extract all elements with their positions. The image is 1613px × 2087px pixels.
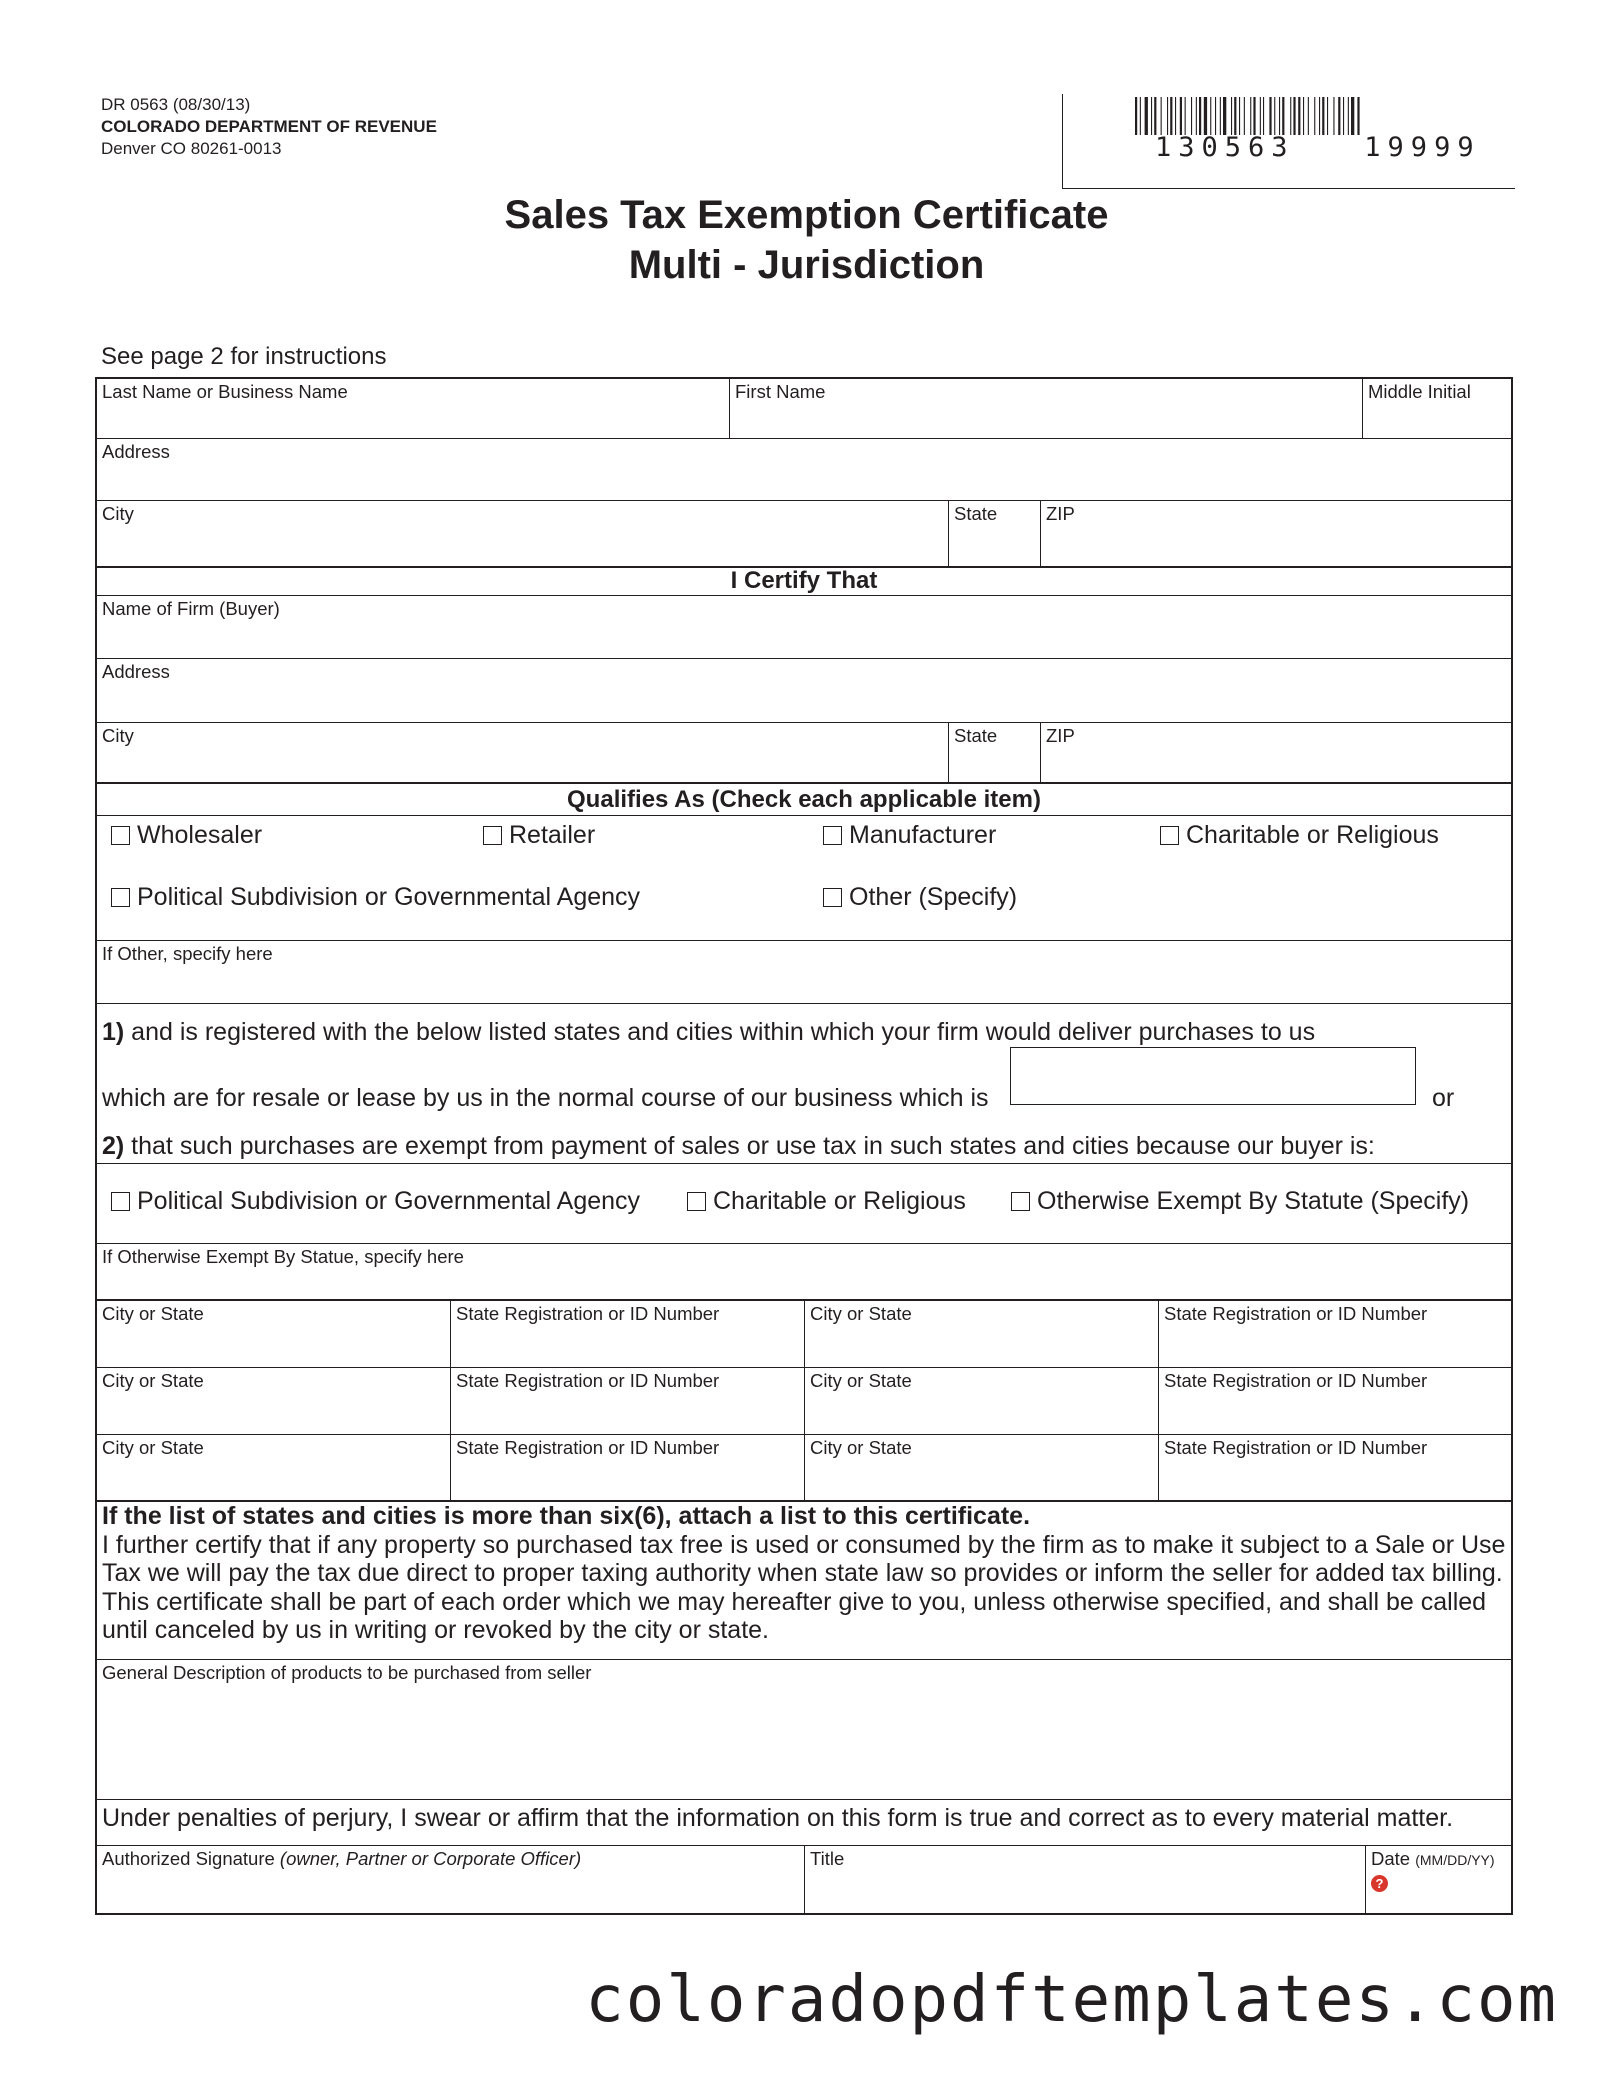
business-type-input[interactable] — [1010, 1047, 1416, 1105]
form-number: DR 0563 (08/30/13) — [101, 95, 251, 114]
qualifies-heading: Qualifies As (Check each applicable item) — [567, 786, 1041, 813]
statement-or: or — [1432, 1084, 1455, 1112]
firm-name-label: Name of Firm (Buyer) — [102, 598, 280, 619]
firm-address-label: Address — [102, 661, 170, 682]
exempt-charitable-option[interactable] — [687, 1186, 966, 1216]
firm-name-field[interactable] — [97, 596, 1511, 658]
description-label: General Description of products to be purchased from seller — [102, 1662, 592, 1683]
city-state-label: City or State — [102, 1303, 204, 1324]
city-state-field[interactable] — [805, 1435, 1159, 1500]
exempt-statute-option[interactable] — [1011, 1186, 1469, 1216]
title-field[interactable] — [805, 1846, 1366, 1913]
wholesaler-checkbox[interactable] — [111, 826, 130, 845]
certify-heading: I Certify That — [730, 567, 878, 594]
retailer-option[interactable] — [483, 820, 595, 850]
exempt-options — [97, 1164, 1511, 1243]
seller-name-row — [97, 379, 1511, 439]
exempt-statute-label: Otherwise Exempt By Statute (Specify) — [1037, 1187, 1470, 1215]
other-specify-field[interactable] — [97, 941, 1511, 1003]
exempt-political-option[interactable] — [111, 1186, 640, 1216]
registration-id-field[interactable] — [451, 1301, 805, 1367]
wholesaler-option[interactable] — [111, 820, 262, 850]
city-state-label: City or State — [810, 1370, 912, 1391]
exempt-political-checkbox[interactable] — [111, 1192, 130, 1211]
seller-city-row — [97, 501, 1511, 568]
department-name: COLORADO DEPARTMENT OF REVENUE — [101, 117, 437, 136]
statute-specify-label: If Otherwise Exempt By Statue, specify here — [102, 1246, 464, 1267]
city-state-field[interactable] — [805, 1301, 1159, 1367]
firm-city-row — [97, 723, 1511, 784]
other-label: Other (Specify) — [849, 883, 1018, 911]
statement-line-2: which are for resale or lease by us in the normal course of our business which is — [102, 1084, 989, 1112]
perjury-statement: Under penalties of perjury, I swear or affirm that the information on this form is true and correct as to every material matter. — [102, 1804, 1454, 1832]
firm-address-field[interactable] — [97, 659, 1511, 722]
title-label: Title — [810, 1848, 845, 1869]
form-subtitle: Multi - Jurisdiction — [628, 243, 985, 287]
registration-statement — [97, 1004, 1511, 1163]
first-name-label: First Name — [735, 381, 826, 402]
middle-initial-label: Middle Initial — [1368, 381, 1471, 402]
qualifies-options-row — [97, 816, 1511, 941]
firm-name-row — [97, 596, 1511, 659]
department-address: Denver CO 80261-0013 — [101, 139, 282, 158]
statement-2-number: 2) — [102, 1132, 125, 1160]
middle-initial-field[interactable] — [1363, 379, 1511, 438]
perjury-row — [97, 1800, 1511, 1846]
certification-body: I further certify that if any property so purchased tax free is used or consumed by the firm as to make it subject to a Sale or Use Tax we will pay the tax due direct to proper taxing authority when state law so provides or inform the seller for added tax billing. This certificate shall be part of each order which we may hereafter give to you, unless otherwise specified, and shall be called until canceled by us in writing or revoked by the city or state. — [102, 1530, 1506, 1644]
certify-heading-row — [97, 568, 1511, 596]
date-format: (MM/DD/YY) — [1415, 1852, 1495, 1868]
seller-zip-label: ZIP — [1046, 503, 1075, 524]
registration-id-label: State Registration or ID Number — [456, 1303, 720, 1324]
signature-label-note: (owner, Partner or Corporate Officer) — [279, 1848, 582, 1869]
seller-address-label: Address — [102, 441, 170, 462]
seller-state-field[interactable] — [949, 501, 1041, 566]
firm-state-field[interactable] — [949, 723, 1041, 782]
seller-city-field[interactable] — [97, 501, 949, 566]
manufacturer-checkbox[interactable] — [823, 826, 842, 845]
qualifies-heading-row — [97, 784, 1511, 816]
registration-id-field[interactable] — [451, 1435, 805, 1500]
signature-label: Authorized Signature — [102, 1848, 275, 1869]
statement-2-text: that such purchases are exempt from payment of sales or use tax in such states and cities because our buyer is: — [124, 1132, 1375, 1160]
seller-state-label: State — [954, 503, 998, 524]
charitable-checkbox[interactable] — [1160, 826, 1179, 845]
exempt-options-row — [97, 1164, 1511, 1244]
date-label: Date — [1371, 1848, 1411, 1869]
seller-zip-field[interactable] — [1041, 501, 1511, 566]
other-specify-row — [97, 941, 1511, 1004]
firm-address-row — [97, 659, 1511, 723]
charitable-label: Charitable or Religious — [1186, 821, 1439, 849]
firm-city-field[interactable] — [97, 723, 949, 782]
description-row — [97, 1660, 1511, 1800]
seller-address-row — [97, 439, 1511, 501]
qualifies-options — [97, 816, 1511, 940]
other-option[interactable] — [823, 882, 1017, 912]
charitable-option[interactable] — [1160, 820, 1439, 850]
statement-line-1 — [102, 1017, 1315, 1047]
statement-1-number: 1) — [102, 1018, 125, 1046]
date-field[interactable] — [1366, 1846, 1511, 1913]
help-icon[interactable]: ? — [1371, 1875, 1388, 1892]
seller-address-field[interactable] — [97, 439, 1511, 500]
site-watermark: coloradopdftemplates.com — [585, 1963, 1558, 2037]
city-state-field[interactable] — [97, 1301, 451, 1367]
city-state-field[interactable] — [97, 1435, 451, 1500]
last-name-label: Last Name or Business Name — [102, 381, 348, 402]
registration-id-field[interactable] — [1159, 1301, 1511, 1367]
firm-city-label: City — [102, 725, 134, 746]
certification-text-row — [97, 1502, 1511, 1660]
city-state-label: City or State — [810, 1437, 912, 1458]
statute-specify-row — [97, 1244, 1511, 1301]
wholesaler-label: Wholesaler — [137, 821, 263, 849]
city-state-field[interactable] — [805, 1368, 1159, 1434]
registration-id-label: State Registration or ID Number — [456, 1437, 720, 1458]
manufacturer-label: Manufacturer — [849, 821, 997, 849]
registration-row — [97, 1301, 1511, 1368]
registration-id-field[interactable] — [1159, 1368, 1511, 1434]
barcode-image — [1135, 97, 1445, 135]
manufacturer-option[interactable] — [823, 820, 996, 850]
registration-row — [97, 1435, 1511, 1502]
political-option[interactable] — [111, 882, 640, 912]
firm-zip-field[interactable] — [1041, 723, 1511, 782]
instructions-note: See page 2 for instructions — [101, 343, 387, 370]
description-field[interactable] — [97, 1660, 1511, 1799]
city-state-label: City or State — [102, 1370, 204, 1391]
exempt-political-label: Political Subdivision or Governmental Agency — [137, 1187, 641, 1215]
seller-city-label: City — [102, 503, 134, 524]
registration-id-field[interactable] — [451, 1368, 805, 1434]
registration-id-label: State Registration or ID Number — [456, 1370, 720, 1391]
firm-zip-label: ZIP — [1046, 725, 1075, 746]
city-state-label: City or State — [810, 1303, 912, 1324]
registration-id-field[interactable] — [1159, 1435, 1511, 1500]
political-checkbox[interactable] — [111, 888, 130, 907]
registration-id-label: State Registration or ID Number — [1164, 1303, 1428, 1324]
other-checkbox[interactable] — [823, 888, 842, 907]
registration-row — [97, 1368, 1511, 1435]
form-header — [101, 94, 437, 160]
form-title: Sales Tax Exemption Certificate — [504, 193, 1109, 237]
signature-row — [97, 1846, 1511, 1913]
statement-line-3 — [102, 1131, 1375, 1161]
statute-specify-field[interactable] — [97, 1244, 1511, 1299]
registration-id-label: State Registration or ID Number — [1164, 1370, 1428, 1391]
exempt-statute-checkbox[interactable] — [1011, 1192, 1030, 1211]
exemption-form — [95, 377, 1513, 1915]
first-name-field[interactable] — [730, 379, 1363, 438]
barcode-number: 130563 19999 — [1155, 132, 1481, 163]
retailer-checkbox[interactable] — [483, 826, 502, 845]
attach-list-note: If the list of states and cities is more than six(6), attach a list to this certificate. — [102, 1502, 1031, 1530]
political-label: Political Subdivision or Governmental Agency — [137, 883, 641, 911]
registration-statement-row — [97, 1004, 1511, 1164]
exempt-charitable-checkbox[interactable] — [687, 1192, 706, 1211]
firm-state-label: State — [954, 725, 998, 746]
retailer-label: Retailer — [509, 821, 596, 849]
city-state-field[interactable] — [97, 1368, 451, 1434]
exempt-charitable-label: Charitable or Religious — [713, 1187, 966, 1215]
registration-id-label: State Registration or ID Number — [1164, 1437, 1428, 1458]
other-specify-label: If Other, specify here — [102, 943, 273, 964]
statement-1-text: and is registered with the below listed states and cities within which your firm would deliver purchases to us — [124, 1018, 1316, 1046]
signature-field[interactable] — [97, 1846, 805, 1913]
certification-text — [97, 1502, 1511, 1659]
city-state-label: City or State — [102, 1437, 204, 1458]
last-name-field[interactable] — [97, 379, 730, 438]
